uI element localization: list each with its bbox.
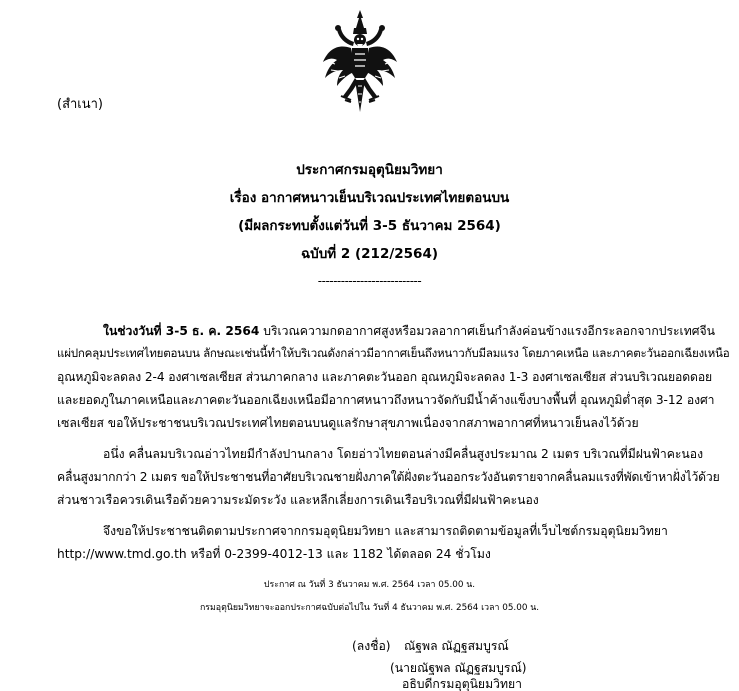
garuda-emblem	[321, 8, 399, 114]
sign-label: (ลงชื่อ)	[352, 639, 391, 653]
paragraph-1-line-4: และยอดภูในภาคเหนือและภาคตะวันออกเฉียงเหนือมีอากาศหนาวถึงหนาวจัดกับมีน้ำค้างแข็งบางพื้นที่ อุณหภูมิต่ำสุด 3-12 องศา	[57, 393, 715, 407]
paragraph-3-line-2: http://www.tmd.go.th หรือที่ 0-2399-4012-13 และ 1182 ได้ตลอด 24 ชั่วโมง	[57, 547, 491, 561]
paragraph-1-line-1-text: บริเวณความกดอากาศสูงหรือมวลอากาศเย็นกำลังค่อนข้างแรงอีกระลอกจากประเทศจีน	[259, 324, 715, 338]
paragraph-2-line-1: อนึ่ง คลื่นลมบริเวณอ่าวไทยมีกำลังปานกลาง โดยอ่าวไทยตอนล่างมีคลื่นสูงประมาณ 2 เมตร บริเวณที่มีฝนฟ้าคะนอง	[103, 447, 704, 461]
copy-mark: (สำเนา)	[57, 97, 104, 112]
paragraph-1-line-2: แผ่ปกคลุมประเทศไทยตอนบน ลักษณะเช่นนี้ทำให้บริเวณดังกล่าวมีอากาศเย็นถึงหนาวกับมีลมแรง โดยภาคเหนือ และภาคตะวันออกเฉียงเหนือ	[57, 346, 730, 360]
issued-date: ประกาศ ณ วันที่ 3 ธันวาคม พ.ศ. 2564 เวลา 05.00 น.	[263, 580, 476, 590]
announcement-subject: เรื่อง อากาศหนาวเย็นบริเวณประเทศไทยตอนบน	[229, 190, 510, 206]
separator-line: ---------------------------	[317, 274, 422, 288]
next-issue-date: กรมอุตุนิยมวิทยาจะออกประกาศฉบับต่อไปใน วันที่ 4 ธันวาคม พ.ศ. 2564 เวลา 05.00 น.	[199, 603, 540, 613]
announcement-agency: ประกาศกรมอุตุนิยมวิทยา	[296, 162, 443, 178]
paragraph-1-lead: ในช่วงวันที่ 3-5 ธ. ค. 2564	[103, 324, 260, 338]
paragraph-2-line-3: ส่วนชาวเรือควรเดินเรือด้วยความระมัดระวัง และหลีกเลี่ยงการเดินเรือบริเวณที่มีฝนฟ้าคะนอง	[57, 493, 539, 507]
announcement-effective-date: (มีผลกระทบตั้งแต่วันที่ 3-5 ธันวาคม 2564)	[238, 218, 501, 234]
paragraph-1-line-5: เซลเซียส ขอให้ประชาชนบริเวณประเทศไทยตอนบนดูแลรักษาสุขภาพเนื่องจากสภาพอากาศที่หนาวเย็นลงไว้ด้วย	[57, 416, 639, 430]
signatory-full-name: (นายณัฐพล ณัฏฐสมบูรณ์)	[390, 661, 527, 675]
signed-name: ณัฐพล ณัฏฐสมบูรณ์	[404, 639, 509, 653]
announcement-issue-number: ฉบับที่ 2 (212/2564)	[300, 246, 439, 262]
signatory-position: อธิบดีกรมอุตุนิยมวิทยา	[402, 677, 522, 691]
paragraph-2-line-2: คลื่นสูงมากกว่า 2 เมตร ขอให้ประชาชนที่อาศัยบริเวณชายฝั่งภาคใต้ฝั่งตะวันออกระวังอันตรายจากคลื่นลมแรงที่พัดเข้าหาฝั่งไว้ด้วย	[57, 470, 720, 484]
paragraph-3-line-1: จึงขอให้ประชาชนติดตามประกาศจากกรมอุตุนิยมวิทยา และสามารถติดตามข้อมูลที่เว็บไซต์กรมอุตุนิยมวิทยา	[103, 524, 668, 538]
paragraph-1-line-3: อุณหภูมิจะลดลง 2-4 องศาเซลเซียส ส่วนภาคกลาง และภาคตะวันออก อุณหภูมิจะลดลง 1-3 องศาเซลเซียส ส่วนบริเวณยอดดอย	[57, 370, 713, 384]
paragraph-1-line-1	[103, 322, 715, 341]
